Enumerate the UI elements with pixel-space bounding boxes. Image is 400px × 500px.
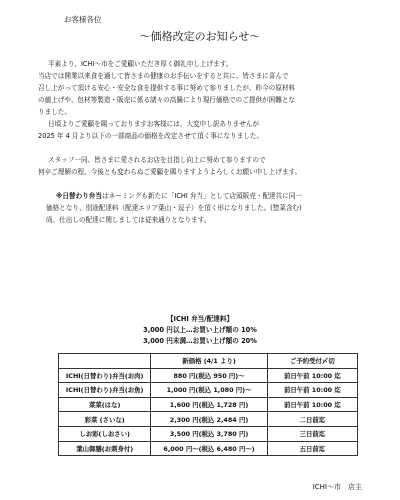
table-row	[59, 383, 358, 398]
paragraph-line: スタッフ一同、皆さまに愛されるお店を目指し向上に努めて参りますので	[48, 156, 266, 164]
item-price: 880 円(税込 950 円)～	[151, 368, 267, 383]
item-name: 彩菜 (さいな)	[59, 412, 151, 427]
notice-text: はネーミングも新たに「ICHI 弁当」として店頭販売・配達共に同一	[101, 192, 303, 200]
header-cell	[59, 354, 151, 369]
price-table	[58, 353, 358, 456]
table-row	[59, 412, 358, 427]
notice-line	[46, 190, 378, 202]
delivery-heading: 【ICHI 弁当/配達料】	[166, 315, 234, 323]
item-deadline: 前日午前 10:00 迄	[267, 397, 357, 412]
item-name: ICHI(日替わり)弁当(お肉)	[59, 368, 151, 383]
paragraph-line: 平素より、ICHI～市をご愛顧いただき厚く御礼申し上げます。	[48, 60, 233, 68]
bento-notice	[38, 190, 378, 226]
table-row	[59, 397, 358, 412]
item-deadline: 三日前迄	[267, 426, 357, 441]
item-name: ICHI(日替わり)弁当(お魚)	[59, 383, 151, 398]
paragraph-line: 日頃よりご愛顧を賜っておりますお客様には、大変申し訳ありませんが	[48, 120, 259, 128]
notice-title: ～価格改定のお知らせ～	[139, 30, 261, 43]
delivery-line: 3,000 円以上…お買い上げ額の 10%	[143, 326, 257, 334]
paragraph-line: 召し上がって頂ける安心・安全な食を提供する事に努めて参りましたが、昨今の原材料	[38, 84, 296, 92]
notice-line: 尚、仕出しの配達に関しましては従来通りとなります。	[46, 216, 211, 224]
paragraph-line: の値上げや、包材等製造・販売に係る諸々の高騰により現行価格でのご提供が困難とな	[38, 96, 296, 104]
header-cell: ご予約受付〆切	[267, 354, 357, 369]
salutation: お客様各位	[64, 15, 102, 24]
signature: ICHI～市 店主	[312, 483, 362, 491]
notice-body	[38, 58, 378, 226]
header-cell: 新価格 (4/1 より)	[151, 354, 267, 369]
paragraph-line: 2025 年 4 月より以下の一部商品の価格を改定させて頂く事になりました。	[38, 132, 264, 140]
item-deadline: 五日前迄	[267, 441, 357, 456]
item-price: 1,600 円(税込 1,728 円)	[151, 397, 267, 412]
table-row	[59, 426, 358, 441]
item-price: 1,000 円(税込 1,080 円)～	[151, 383, 267, 398]
item-deadline: 前日午前 10:00 迄	[267, 383, 357, 398]
delivery-fee-info	[0, 314, 400, 347]
notice-line: 価格となり、別途配達料（配達エリア葉山・逗子）を頂く形になりました。(惣菜含む)	[46, 204, 302, 212]
paragraph-line: りました。	[38, 108, 71, 116]
table-header-row	[59, 354, 358, 369]
delivery-line: 3,000 円未満…お買い上げ額の 20%	[143, 337, 257, 345]
item-name: 葉山御膳(お刺身付)	[59, 441, 151, 456]
item-price: 6,000 円～(税込 6,480 円～)	[151, 441, 267, 456]
notice-bold-term: ※日替わり弁当	[56, 192, 102, 200]
table-row	[59, 441, 358, 456]
item-price: 3,500 円(税込 3,780 円)	[151, 426, 267, 441]
item-deadline: 前日午前 10:00 迄	[267, 368, 357, 383]
item-deadline: 二日前迄	[267, 412, 357, 427]
item-name: 菜菜(はな)	[59, 397, 151, 412]
item-name: しお彩(しおさい)	[59, 426, 151, 441]
table-row	[59, 368, 358, 383]
paragraph-line: 当店では開業以来食を通して皆さまの健康のお手伝いをすると共に、皆さまに喜んで	[38, 72, 289, 80]
paragraph-line: 何卒ご理解の程、今後とも変わらぬご愛顧を賜りますようよろしくお願い申し上げます。	[38, 168, 302, 176]
item-price: 2,300 円(税込 2,484 円)	[151, 412, 267, 427]
